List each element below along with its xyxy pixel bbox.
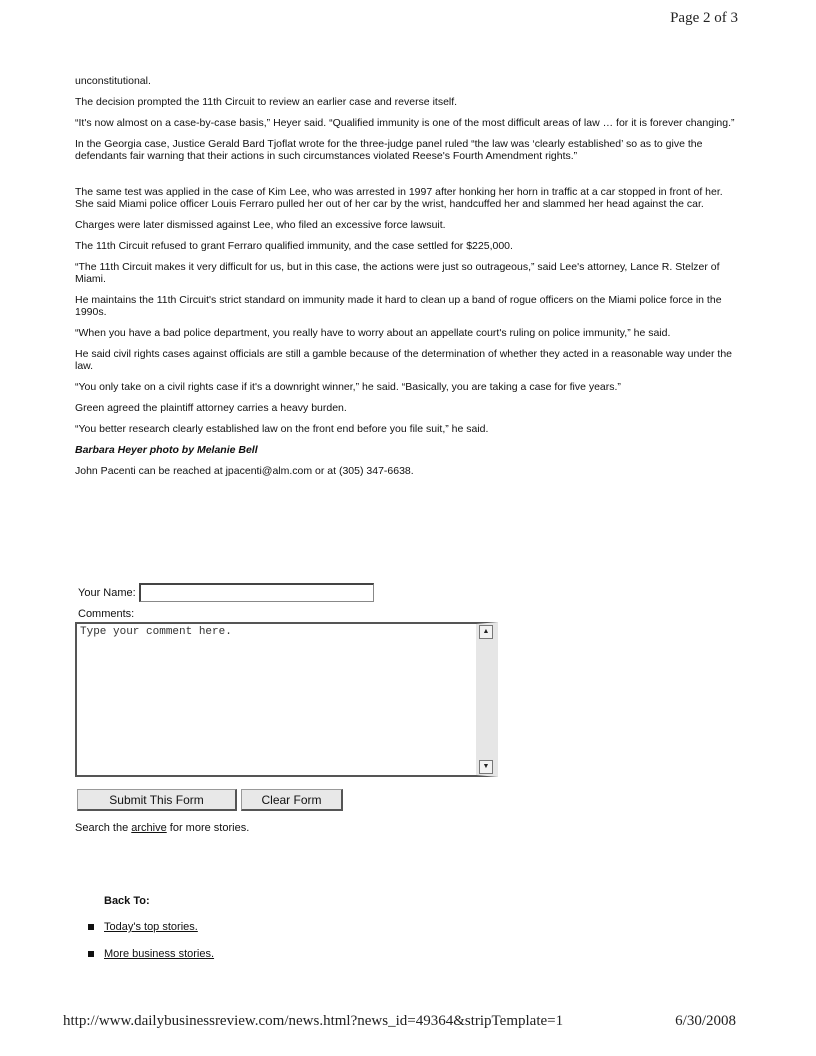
name-row [78, 580, 505, 602]
footer-url: http://www.dailybusinessreview.com/news.html?news_id=49364&stripTemplate=1 [63, 1013, 564, 1029]
scroll-up-icon[interactable]: ▲ [479, 625, 493, 639]
comment-form [75, 580, 505, 811]
article-paragraph: In the Georgia case, Justice Gerald Bard Tjoflat wrote for the three-judge panel ruled “the law was ‘clearly established’ so as to give the defendants fair warning that their actions in such circumstances violated Reese's Fourth Amendment rights.” [75, 138, 703, 162]
article-paragraph: The same test was applied in the case of Kim Lee, who was arrested in 1997 after honking her horn in traffic at a car stopped in front of her. She said Miami police officer Louis Ferraro pulled her out of her car by the wrist, handcuffed her and slammed her head against the car. [75, 186, 723, 210]
list-item [88, 920, 214, 934]
article-paragraph: Charges were later dismissed against Lee, who filed an excessive force lawsuit. [75, 219, 446, 231]
name-input[interactable] [139, 583, 374, 602]
article-paragraph: “It's now almost on a case-by-case basis,” Heyer said. “Qualified immunity is one of the most difficult areas of law … for it is forever changing.” [75, 117, 735, 129]
article-paragraph: The decision prompted the 11th Circuit to review an earlier case and reverse itself. [75, 96, 458, 108]
comments-textarea[interactable] [75, 622, 498, 777]
back-to-list [88, 920, 214, 974]
article-paragraph: He said civil rights cases against officials are still a gamble because of the determination of whether they acted in a reasonable way under the law. [75, 348, 733, 372]
article-paragraph: “The 11th Circuit makes it very difficult for us, but in this case, the actions were just so outrageous,” said Lee's attorney, Lance R. Stelzer of Miami. [75, 261, 720, 285]
archive-link[interactable]: archive [131, 822, 167, 834]
comments-wrapper [75, 622, 498, 777]
article-paragraph: The 11th Circuit refused to grant Ferraro qualified immunity, and the case settled for $225,000. [75, 240, 513, 252]
search-prefix: Search the [75, 822, 132, 834]
submit-button[interactable]: Submit This Form [77, 789, 237, 811]
comments-label: Comments: [78, 608, 135, 620]
search-suffix: for more stories. [166, 822, 250, 834]
todays-top-stories-link[interactable]: Today's top stories. [104, 921, 198, 933]
list-item [88, 947, 214, 961]
page-number: Page 2 of 3 [670, 10, 738, 26]
name-label: Your Name: [78, 587, 136, 599]
article-paragraph: “When you have a bad police department, you really have to worry about an appellate court's ruling on police immunity,” he said. [75, 327, 671, 339]
back-to-heading: Back To: [104, 895, 150, 907]
bullet-icon [88, 924, 94, 930]
search-archive-line [75, 822, 249, 834]
article-paragraph: unconstitutional. [75, 75, 151, 87]
article-paragraph: “You better research clearly established law on the front end before you file suit,” he said. [75, 423, 489, 435]
footer-date: 6/30/2008 [675, 1013, 736, 1029]
bullet-icon [88, 951, 94, 957]
scroll-down-icon[interactable]: ▼ [479, 760, 493, 774]
article-paragraph: Green agreed the plaintiff attorney carries a heavy burden. [75, 402, 347, 414]
clear-button[interactable]: Clear Form [241, 789, 343, 811]
more-business-stories-link[interactable]: More business stories. [104, 948, 215, 960]
author-contact: John Pacenti can be reached at jpacenti@alm.com or at (305) 347-6638. [75, 465, 414, 477]
article-paragraph: He maintains the 11th Circuit's strict standard on immunity made it hard to clean up a band of rogue officers on the Miami police force in the 1990s. [75, 294, 722, 318]
form-buttons [77, 789, 505, 811]
article-body [75, 75, 735, 486]
article-paragraph: “You only take on a civil rights case if it's a downright winner,” he said. “Basically, you are taking a case for five years.” [75, 381, 621, 393]
photo-credit: Barbara Heyer photo by Melanie Bell [75, 444, 258, 456]
